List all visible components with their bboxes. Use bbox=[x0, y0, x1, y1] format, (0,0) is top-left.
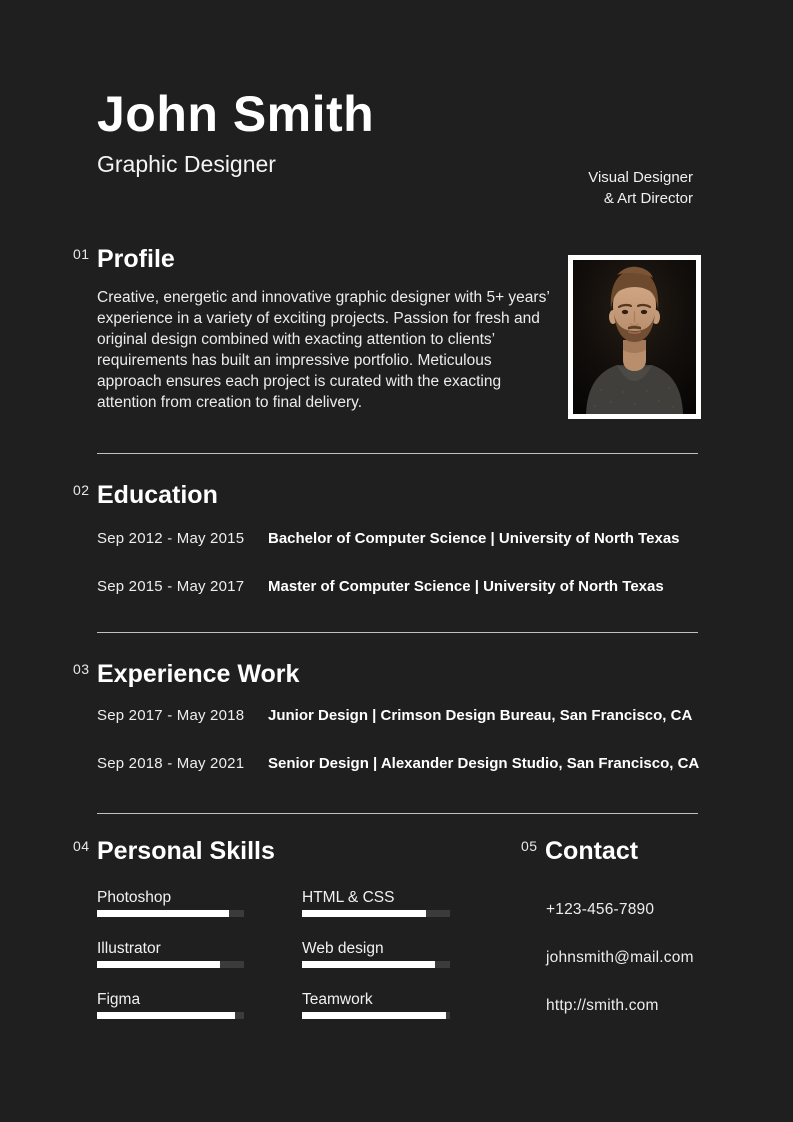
contact-items bbox=[546, 901, 705, 1015]
skill-label: HTML & CSS bbox=[302, 889, 395, 906]
section-number: 05 bbox=[521, 838, 538, 854]
portrait-photo bbox=[568, 255, 701, 419]
row-detail: Master of Computer Science | University of North Texas bbox=[268, 578, 664, 595]
skill-label: Web design bbox=[302, 940, 384, 957]
skill-item bbox=[97, 940, 244, 968]
bottom-section bbox=[73, 836, 698, 1019]
tagline-line-2: & Art Director bbox=[603, 190, 693, 207]
section-number: 04 bbox=[73, 838, 90, 854]
skill-bar-fill bbox=[97, 961, 220, 968]
contact-item: http://smith.com bbox=[546, 997, 659, 1014]
skill-label: Illustrator bbox=[97, 940, 161, 957]
skill-item bbox=[302, 991, 450, 1019]
job-title: Graphic Designer bbox=[97, 151, 276, 177]
row-detail: Senior Design | Alexander Design Studio, San Francisco, CA bbox=[268, 755, 700, 772]
skill-bar-track bbox=[97, 961, 244, 968]
skill-label: Figma bbox=[97, 991, 141, 1008]
tagline-line-1: Visual Designer bbox=[588, 169, 693, 186]
timeline-row bbox=[97, 578, 698, 596]
section-title: Profile bbox=[97, 245, 175, 273]
section-contact-heading bbox=[521, 836, 705, 866]
contact-item: johnsmith@mail.com bbox=[546, 949, 694, 966]
skill-bar-fill bbox=[302, 910, 426, 917]
skill-bar-fill bbox=[97, 910, 229, 917]
skills-grid bbox=[97, 889, 450, 1019]
skill-bar-fill bbox=[302, 1012, 446, 1019]
section-education-heading bbox=[73, 480, 698, 510]
section-title: Contact bbox=[545, 837, 639, 865]
section-number: 01 bbox=[73, 246, 90, 262]
contact-item: +123-456-7890 bbox=[546, 901, 655, 918]
timeline-row bbox=[97, 530, 698, 548]
divider bbox=[97, 632, 698, 633]
divider bbox=[97, 813, 698, 814]
profile-text: Creative, energetic and innovative graphic designer with 5+ years’ experience in a variety of exciting projects. Passion for fresh and original design combined with exacting attention to clients’ requirements has built an impressive portfolio. Meticulous approach ensures each project is curated with the exacting attention from creation to final delivery. bbox=[97, 289, 550, 411]
section-title: Personal Skills bbox=[97, 837, 275, 865]
experience-rows bbox=[97, 707, 698, 773]
contact-block bbox=[521, 836, 705, 1015]
skill-bar-fill bbox=[97, 1012, 235, 1019]
row-period: Sep 2015 - May 2017 bbox=[97, 578, 245, 595]
skill-item bbox=[302, 940, 450, 968]
section-number: 03 bbox=[73, 661, 90, 677]
row-detail: Junior Design | Crimson Design Bureau, San Francisco, CA bbox=[268, 707, 693, 724]
skill-label: Teamwork bbox=[302, 991, 373, 1008]
education-rows bbox=[97, 530, 698, 596]
section-profile-heading bbox=[73, 244, 698, 274]
row-detail: Bachelor of Computer Science | University of North Texas bbox=[268, 530, 680, 547]
divider bbox=[97, 453, 698, 454]
skill-item bbox=[97, 991, 244, 1019]
row-period: Sep 2017 - May 2018 bbox=[97, 707, 245, 724]
page-title: John Smith bbox=[97, 86, 375, 142]
section-experience-heading bbox=[73, 659, 698, 689]
skill-label: Photoshop bbox=[97, 889, 172, 906]
portrait-illustration bbox=[573, 260, 696, 414]
skill-item bbox=[302, 889, 450, 917]
skill-item bbox=[97, 889, 244, 917]
row-period: Sep 2018 - May 2021 bbox=[97, 755, 245, 772]
skill-bar-track bbox=[302, 961, 450, 968]
skill-bar-track bbox=[302, 1012, 450, 1019]
timeline-row bbox=[97, 755, 698, 773]
skill-bar-track bbox=[97, 1012, 244, 1019]
timeline-row bbox=[97, 707, 698, 725]
section-title: Education bbox=[97, 481, 218, 509]
skill-bar-track bbox=[97, 910, 244, 917]
section-title: Experience Work bbox=[97, 660, 300, 688]
section-number: 02 bbox=[73, 482, 90, 498]
tagline bbox=[588, 167, 693, 209]
skill-bar-fill bbox=[302, 961, 435, 968]
row-period: Sep 2012 - May 2015 bbox=[97, 530, 245, 547]
skill-bar-track bbox=[302, 910, 450, 917]
